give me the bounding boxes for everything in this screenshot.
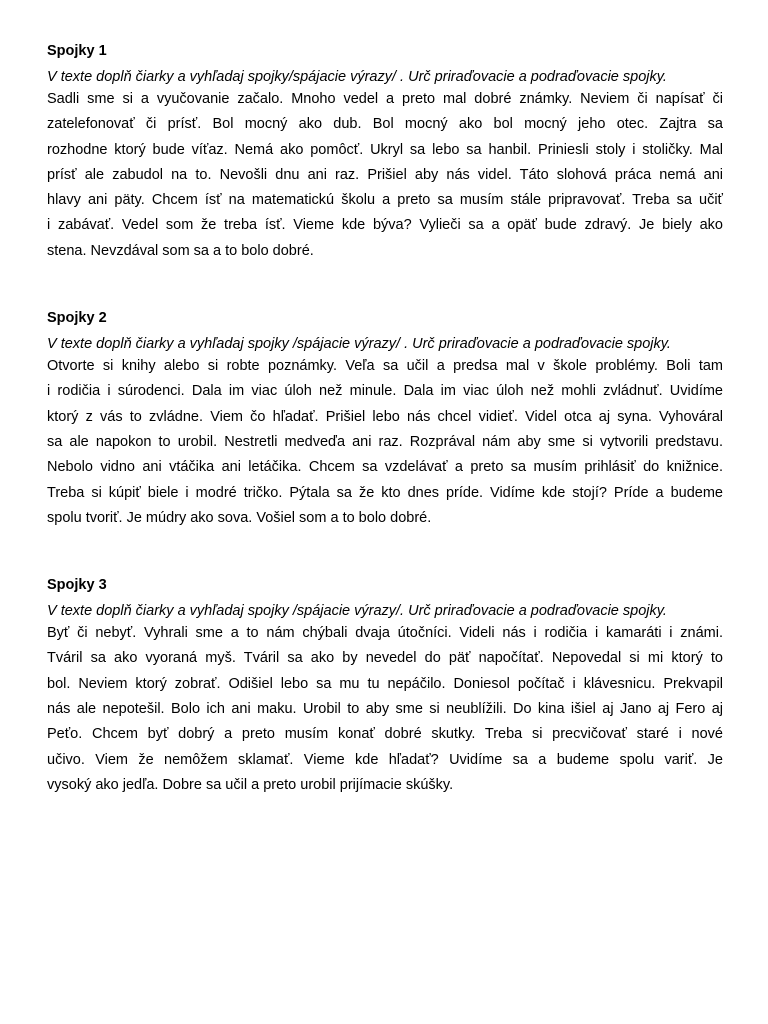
- text-line: sa ale napokon to urobil. Nestretli medveďa ani raz. Rozprával nám aby sme si vytvorili predstavu.: [47, 433, 723, 450]
- text-line: Sadli sme si a vyučovanie začalo. Mnoho vedel a preto mal dobré známky. Neviem či napísať či: [47, 91, 723, 107]
- text-line: i rodičia i súrodenci. Dala im viac úloh než minule. Dala im viac úloh než mohli zvládnuť. Uvidíme: [47, 383, 723, 400]
- text-line: Byť či nebyť. Vyhrali sme a to nám chýbali dvaja útočníci. Videli nás i rodičia i kamaráti i známi.: [47, 625, 723, 642]
- text-line: nás ale nepotešil. Bolo ich ani maku. Urobil to aby sme si neublížili. Do kina išiel aj Jano aj Fero aj: [47, 701, 723, 718]
- section-title: Spojky 2: [47, 310, 107, 327]
- text-line: učivo. Viem že nemôžem sklamať. Vieme kde hľadať? Uvidíme sa a budeme spolu variť. Je: [47, 751, 723, 768]
- text-line: Nebolo vidno ani vtáčika ani letáčika. Chcem sa vzdelávať a preto sa musím prihlásiť do knižnice.: [47, 459, 723, 476]
- section-instruction: V texte doplň čiarky a vyhľadaj spojky /spájacie výrazy/. Urč priraďovacie a podraďovacie spojky.: [47, 603, 667, 620]
- section-instruction: V texte doplň čiarky a vyhľadaj spojky/spájacie výrazy/ . Urč priraďovacie a podraďovacie spojky.: [47, 69, 667, 85]
- text-line: Tváril sa ako vyoraná myš. Tváril sa ako by nevedel do päť napočítať. Nepovedal si mi ktorý to: [47, 650, 723, 667]
- section-spojky-1: [47, 40, 723, 264]
- text-line: Treba si kúpiť biele i modré tričko. Pýtala sa že kto dnes príde. Vidíme kde stojí? Príde a budeme: [47, 484, 723, 501]
- text-line: hlavy ani päty. Chcem ísť na matematickú školu a preto sa musím stále pripravovať. Treba sa učiť: [47, 192, 723, 209]
- text-line: zatelefonovať či prísť. Bol mocný ako dub. Bol mocný ako bol mocný jeho otec. Zajtra sa: [47, 116, 723, 133]
- section-title: Spojky 3: [47, 577, 107, 594]
- text-line: bol. Neviem ktorý zobrať. Odišiel lebo sa mu tu nepáčilo. Doniesol počítač i klávesnicu. Prekvapil: [47, 675, 723, 692]
- text-line: spolu tvoriť. Je múdry ako sova. Vošiel som a to bolo dobré.: [47, 509, 432, 526]
- text-line: Peťo. Chcem byť dobrý a preto musím konať dobré skutky. Treba si precvičovať staré i nové: [47, 726, 723, 743]
- section-title: Spojky 1: [47, 43, 107, 59]
- section-body: [47, 621, 723, 798]
- text-line: prísť ale zabudol na to. Nevošli dnu ani raz. Prišiel aby nás videl. Táto slohová práca nemá ani: [47, 166, 723, 183]
- section-body: [47, 87, 723, 264]
- section-body: [47, 354, 723, 531]
- text-line: stena. Nevzdával som sa a to bolo dobré.: [47, 242, 314, 259]
- document-page: [47, 40, 723, 798]
- text-line: rozhodne ktorý bude víťaz. Nemá ako pomôcť. Ukryl sa lebo sa hanbil. Priniesli stoly i stoličky. Mal: [47, 141, 723, 158]
- text-line: i zabávať. Vedel som že treba ísť. Vieme kde býva? Vylieči sa a opäť bude zdravý. Je biely ako: [47, 217, 723, 234]
- section-spojky-2: [47, 307, 723, 531]
- text-line: ktorý z vás to zvládne. Viem čo hľadať. Prišiel lebo nás chcel vidieť. Videl otca aj syna. Vyhováral: [47, 408, 723, 425]
- text-line: vysoký ako jedľa. Dobre sa učil a preto urobil prijímacie skúšky.: [47, 776, 454, 793]
- section-instruction: V texte doplň čiarky a vyhľadaj spojky /spájacie výrazy/ . Urč priraďovacie a podraďovacie spojky.: [47, 336, 671, 353]
- text-line: Otvorte si knihy alebo si robte poznámky. Veľa sa učil a predsa mal v škole problémy. Boli tam: [47, 358, 723, 375]
- section-spojky-3: [47, 574, 723, 798]
